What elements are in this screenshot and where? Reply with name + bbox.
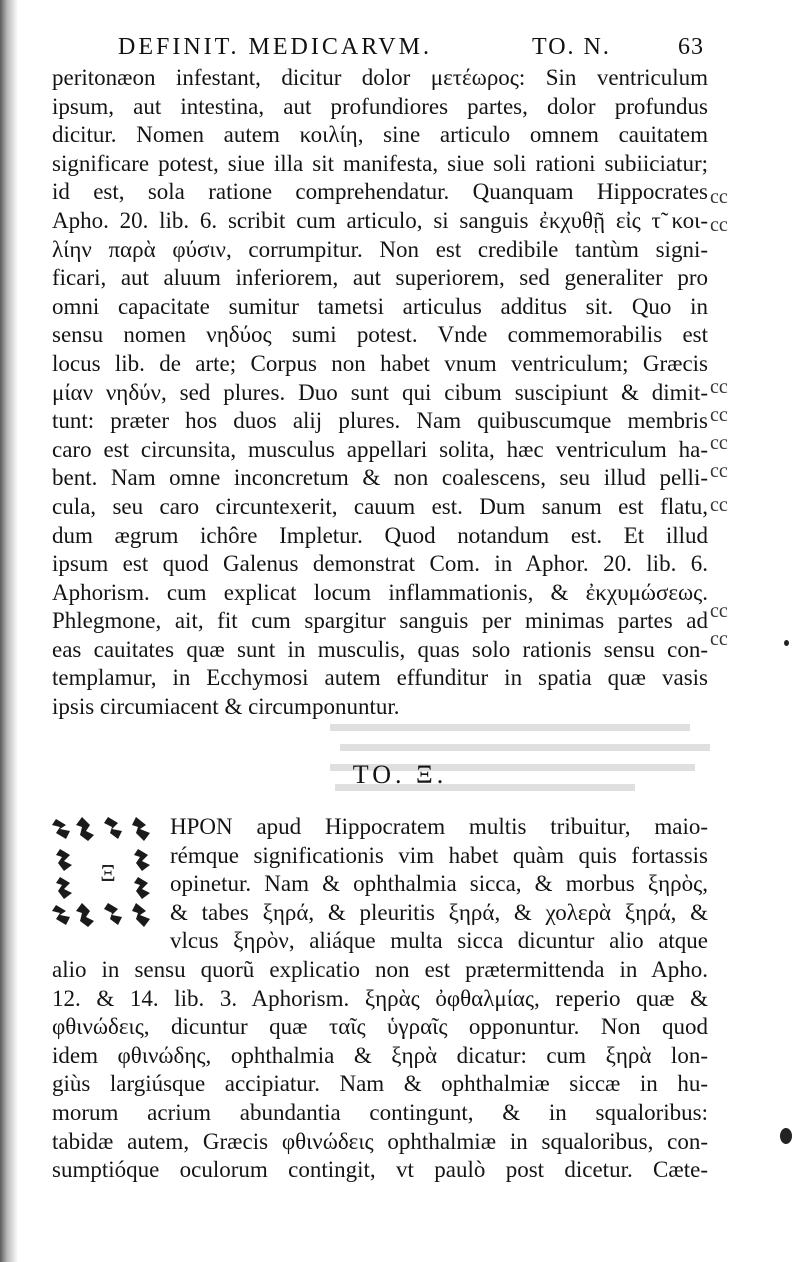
paragraph-xi <box>52 813 708 1185</box>
text-line: sumptióque oculorum contingit, vt paulò post dicetur. Cæte- <box>52 1157 708 1183</box>
running-head-title: DEFINIT. MEDICARVM. <box>118 34 432 60</box>
margin-quote-mark: cc <box>710 186 728 208</box>
text-line: cula, seu caro circuntexerit, cauum est. Dum sanum est flatu, <box>52 493 708 519</box>
margin-quote-mark: cc <box>710 494 728 516</box>
text-line: rémque significationis vim habet quàm quis fortassis <box>170 842 708 868</box>
text-line: sensu nomen νηδύος sumi potest. Vnde commemorabilis est <box>52 322 708 348</box>
text-line: HPON apud Hippocratem multis tribuitur, maio- <box>170 814 708 839</box>
text-line: ficari, aut aluum inferiorem, aut superiorem, sed generaliter pro <box>52 265 708 291</box>
running-head-section: TO. N. <box>532 34 611 60</box>
ink-blot <box>780 1128 792 1144</box>
text-line: idem φθινώδης, ophthalmia & ξηρὰ dicatur: cum ξηρὰ lon- <box>52 1042 708 1068</box>
text-line: φθινώδεις, dicuntur quæ ταῖς ὑγραῖς opponuntur. Non quod <box>52 1014 708 1040</box>
text-line: giùs largiúsque accipiatur. Nam & ophthalmiæ siccæ in hu- <box>52 1071 708 1097</box>
margin-quote-mark: cc <box>710 404 728 426</box>
indented-lines-beside-initial <box>52 813 708 956</box>
text-line: Apho. 20. lib. 6. scribit cum articulo, si sanguis ἐκχυθῇ εἰς τ̃ κοι- <box>52 207 708 233</box>
ornament-initial: Ξ <box>100 861 116 887</box>
text-line: peritonæon infestant, dicitur dolor μετέωρος: Sin ventriculum <box>52 65 708 90</box>
page-number: 63 <box>678 34 704 60</box>
text-line: λίην παρὰ φύσιν, corrumpitur. Non est credibile tantùm signi- <box>52 236 708 262</box>
text-line: alio in sensu quorũ explicatio non est prætermittenda in Apho. <box>52 956 708 982</box>
margin-quote-mark: cc <box>710 432 728 454</box>
margin-quote-mark: cc <box>710 628 728 650</box>
text-line: 12. & 14. lib. 3. Aphorism. ξηρὰς ὀφθαλμίας, reperio quæ & <box>52 985 708 1011</box>
paragraph-nu-continuation <box>52 64 708 722</box>
margin-quote-mark: cc <box>710 376 728 398</box>
text-line: templamur, in Ecchymosi autem effunditur in spatia quæ vasis <box>52 665 708 691</box>
text-line: ipsum, aut intestina, aut profundiores partes, dolor profundus <box>52 93 708 119</box>
margin-quote-mark: cc <box>710 214 728 236</box>
text-line: omni capacitate sumitur tametsi articulus additus sit. Quo in <box>52 293 708 319</box>
margin-quote-mark: cc <box>710 460 728 482</box>
margin-quotation-marks <box>710 64 750 664</box>
text-line: ipsum est quod Galenus demonstrat Com. in Aphor. 20. lib. 6. <box>52 551 708 577</box>
text-line: μίαν νηδύν, sed plures. Duo sunt qui cibum suscipiunt & dimit- <box>52 379 708 405</box>
section-heading-xi: TO. Ξ. <box>352 760 448 789</box>
text-line: dum ægrum ichôre Impletur. Quod notandum est. Et illud <box>52 522 708 548</box>
text-line: tabidæ autem, Græcis φθινώδεις ophthalmiæ in squaloribus, con- <box>52 1128 708 1154</box>
page-gutter-shadow <box>0 0 18 1262</box>
text-line: & tabes ξηρά, & pleuritis ξηρά, & χολερὰ ξηρά, & <box>170 899 708 925</box>
text-line: morum acrium abundantia contingunt, & in squaloribus: <box>52 1099 708 1125</box>
ink-blot <box>784 640 789 646</box>
text-line: ipsis circumiacent & circumponuntur. <box>52 694 400 720</box>
margin-quote-mark: cc <box>710 600 728 622</box>
text-line: Aphorism. cum explicat locum inflammationis, & ἐκχυμώσεως. <box>52 579 708 605</box>
text-line: dicitur. Nomen autem κοιλίη, sine articulo omnem cauitatem <box>52 122 708 148</box>
text-line: locus lib. de arte; Corpus non habet vnum ventriculum; Græcis <box>52 350 708 376</box>
text-line: tunt: præter hos duos alij plures. Nam quibuscumque membris <box>52 408 708 434</box>
text-line: vlcus ξηρὸν, aliáque multa sicca dicuntur alio atque <box>170 928 708 954</box>
text-line: eas cauitates quæ sunt in musculis, quas solo rationis sensu con- <box>52 636 708 662</box>
text-line: bent. Nam omne inconcretum & non coalescens, seu illud pelli- <box>52 465 708 491</box>
text-line: opinetur. Nam & ophthalmia sicca, & morbus ξηρὸς, <box>170 871 708 897</box>
text-line: caro est circunsita, musculus appellari solita, hæc ventriculum ha- <box>52 436 708 462</box>
text-line: id est, sola ratione comprehendatur. Quanquam Hippocrates <box>52 179 708 205</box>
text-line: significare potest, siue illa sit manifesta, siue soli rationi subiiciatur; <box>52 150 708 176</box>
text-line: Phlegmone, ait, fit cum spargitur sanguis per minimas partes ad <box>52 608 708 634</box>
